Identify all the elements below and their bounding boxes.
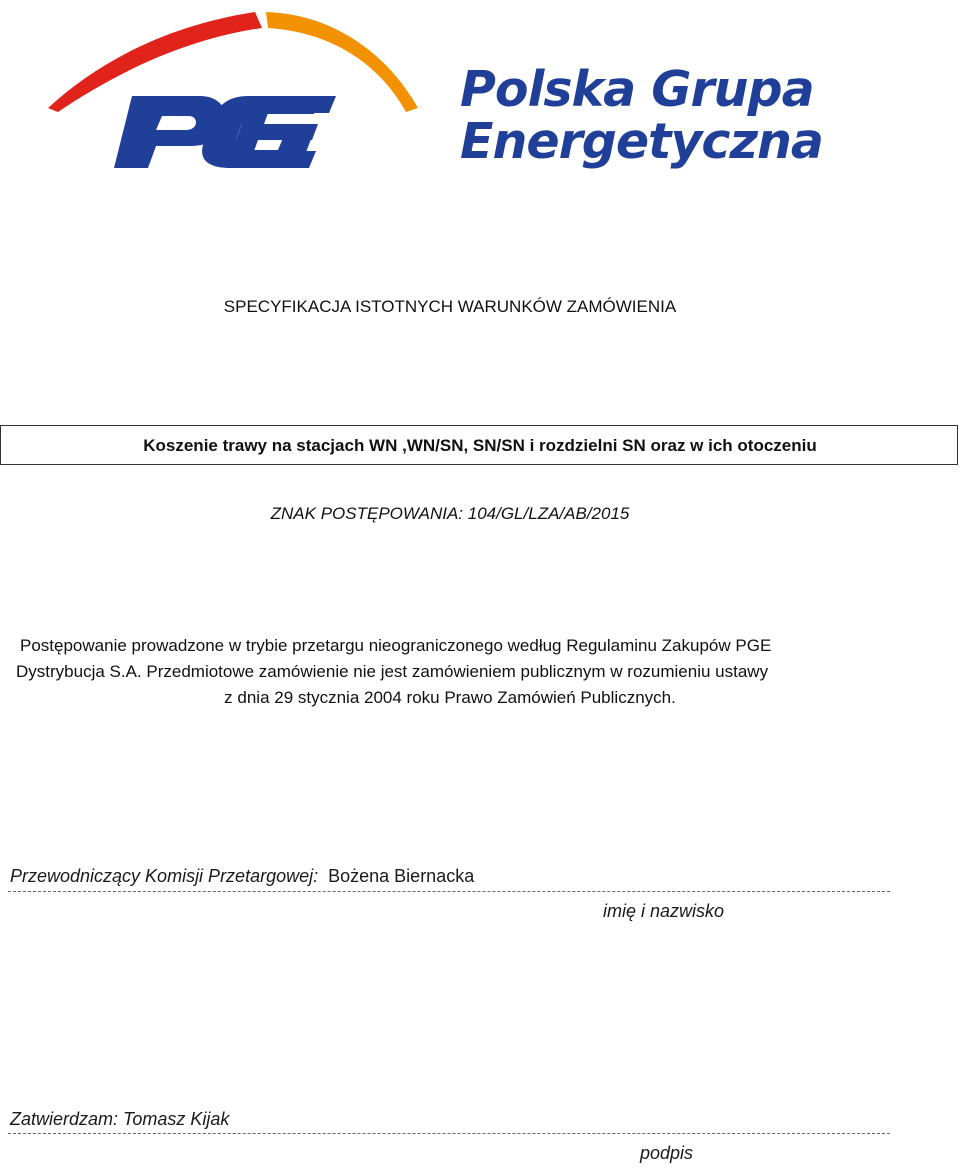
- procedure-description: [16, 633, 884, 711]
- committee-chair-line: [10, 866, 890, 887]
- subject-text: Koszenie trawy na stacjach WN ,WN/SN, SN/SN i rozdzielni SN oraz w ich otoczeniu: [143, 436, 817, 455]
- document-title: SPECYFIKACJA ISTOTNYCH WARUNKÓW ZAMÓWIENIA: [223, 297, 677, 316]
- approval-line: [10, 1109, 229, 1130]
- signature-caption: podpis: [640, 1143, 694, 1163]
- name-caption: imię i nazwisko: [603, 901, 725, 921]
- procedure-line-3: z dnia 29 stycznia 2004 roku Prawo Zamówień Publicznych.: [224, 688, 676, 707]
- approval-signature-line: [8, 1133, 890, 1134]
- procedure-line-2: Dystrybucja S.A. Przedmiotowe zamówienie nie jest zamówieniem publicznym w rozumieniu ustawy: [16, 662, 769, 681]
- brand-name: [460, 61, 860, 170]
- chair-signature-line: [8, 891, 890, 892]
- approve-label: Zatwierdzam:: [10, 1109, 119, 1129]
- procedure-line-1: Postępowanie prowadzone w trybie przetargu nieograniczonego według Regulaminu Zakupów PGE: [20, 636, 772, 655]
- brand-line-1: Polska Grupa: [460, 61, 814, 118]
- case-number: ZNAK POSTĘPOWANIA: 104/GL/LZA/AB/2015: [270, 504, 630, 523]
- brand-line-2: Energetyczna: [460, 113, 823, 170]
- chair-name: Bożena Biernacka: [328, 866, 475, 886]
- subject-box: [0, 425, 958, 465]
- chair-label: Przewodniczący Komisji Przetargowej:: [10, 866, 319, 886]
- e-letter-icon: [226, 96, 336, 168]
- approve-name: Tomasz Kijak: [123, 1109, 230, 1129]
